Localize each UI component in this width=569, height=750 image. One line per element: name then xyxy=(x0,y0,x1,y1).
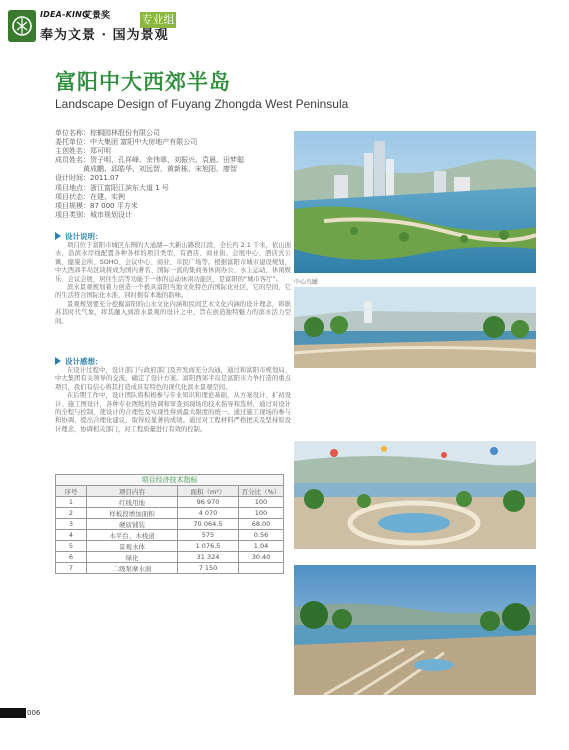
table-header-row xyxy=(56,486,284,497)
cell: 7 xyxy=(56,563,87,574)
cell: 31 324 xyxy=(178,552,239,563)
info-line: 成员姓名：贺子明、孔祥峰、余伟翠、刘振兴、袁晨、田梦聪 xyxy=(55,156,244,165)
cell: 1 xyxy=(56,497,87,508)
cell: 7 150 xyxy=(178,563,239,574)
cell: 4 070 xyxy=(178,508,239,519)
design-description-text xyxy=(55,242,291,326)
cell: 5 xyxy=(56,541,87,552)
cell: 硬质铺装 xyxy=(87,519,178,530)
paragraph: 景观规划要充分挖掘富阳的山水文化内涵和民间艺术文化内涵的设计理念，将耿苏其时代气象，将其融入到滨水景观的设计之中，旨在创造独特魅力的滨水活力空间。 xyxy=(55,300,291,325)
design-thoughts-text xyxy=(55,367,291,434)
table-row xyxy=(56,541,284,552)
paragraph: 在设计过程中，设计部门与政府部门及开发商充分沟通，通过和富阳市规划局、中大集团有关领导的交流，确定了设计方案。富阳西郊半岛是富阳市力争打造的重点项目，我们有信心将其打造成具有特色的现代化滨水景观空间。 xyxy=(55,367,291,391)
brand-chinese: 艾景奖 xyxy=(83,11,111,21)
column-header: 项目内容 xyxy=(87,486,178,497)
idea-king-logo-icon xyxy=(8,10,36,42)
info-line: 项目地点：浙江富阳江滨东大道 1 号 xyxy=(55,183,169,192)
table-row xyxy=(56,563,284,574)
table xyxy=(55,485,284,574)
info-line: 项目状态：在建、实例 xyxy=(55,192,125,201)
triangle-bullet-icon xyxy=(55,357,61,365)
page-number-bar xyxy=(0,708,26,718)
project-title-english: Landscape Design of Fuyang Zhongda West Peninsula xyxy=(55,97,349,111)
design-thoughts-heading xyxy=(55,356,103,367)
cell xyxy=(239,563,284,574)
table-row xyxy=(56,519,284,530)
design-description-heading xyxy=(55,231,103,242)
cell: 575 xyxy=(178,530,239,541)
cell: 2 xyxy=(56,508,87,519)
cell: 1 076.5 xyxy=(178,541,239,552)
page-number: 006 xyxy=(27,709,41,717)
project-title-chinese: 富阳中大西郊半岛 xyxy=(55,70,231,94)
cell: 景观水体 xyxy=(87,541,178,552)
cell: 30.40 xyxy=(239,552,284,563)
paragraph: 在后期工作中，设计团队将积极参与专业知识和理论基础，从方案设计、扩初设计、施工图设计，各种专业图纸的协调和审查到现场的技术指导和选材，通过对设计的全程与控制，使设计的合理性及实现性得到最大限度的统一。通过施工现场的参与和协调，提出合理化建议，取得较显著的成绩。通过对工程材料严格把关及坚持原设计理念，协调相关部门，对工程质量进行有效的控制。 xyxy=(55,392,291,433)
section-tag: 专业组 xyxy=(141,13,175,26)
image-caption: 中心鸟瞰 xyxy=(294,279,319,286)
cell: 3 xyxy=(56,519,87,530)
cell: 70 064.5 xyxy=(178,519,239,530)
aerial-view-image xyxy=(294,131,536,273)
heading-text: 设计说明： xyxy=(65,232,103,241)
table-row xyxy=(56,552,284,563)
column-header: 百分比（%） xyxy=(239,486,284,497)
cell: 68.00 xyxy=(239,519,284,530)
cell: 1.04 xyxy=(239,541,284,552)
triangle-bullet-icon xyxy=(55,232,61,240)
circular-plaza-image xyxy=(294,441,536,549)
brand-slogan: 奉为文景 · 国为景观 xyxy=(40,28,169,43)
info-line: 设计时间：2011.07 xyxy=(55,174,119,183)
info-line: 委托单位：中大集团 富阳中大房地产有限公司 xyxy=(55,138,198,147)
project-info xyxy=(55,129,290,220)
cell: 4 xyxy=(56,530,87,541)
info-line: 主创姓名：郑可明 xyxy=(55,147,111,156)
column-header: 面积（m²） xyxy=(178,486,239,497)
paragraph: 滨水景观规划着力创造一个极具富阳当地文化特色的国际化社区，它的空间、它的生活符合国际化水准，同时拥有本地的韵味。 xyxy=(55,284,291,300)
waterfront-plaza-image xyxy=(294,287,536,368)
riverside-steps-image xyxy=(294,565,536,695)
table-row xyxy=(56,530,284,541)
paragraph: 项目位于富阳市城区东侧的大通湖—大新山路段江段，全长约 2.1 千米，依山面水，沿滨水岸线配置各种各样的项目类型，有酒店、商业街、会展中心、酒店式公寓、健康会所、SOHO、会议中心、商业、市民广场等。根据富阳市城市建设规划，中大西郊半岛区块将成为国内著名、国际一流的集商务休闲办公、水上运动、休闲娱乐、会议会展、居住生活等功能于一体的运动休闲功能区，是富阳的“城市客厅”。 xyxy=(55,242,291,283)
info-line: 项目规模：87 000 平方米 xyxy=(55,201,138,210)
info-line: 黄成鹏、邱皓华、刘远智、黄新栋、宋旭阳、廖智 xyxy=(83,165,237,174)
heading-text: 设计感想： xyxy=(65,357,103,366)
table-caption: 项目经济技术指标 xyxy=(55,474,284,485)
technical-indicators-table xyxy=(55,474,284,574)
table-row xyxy=(56,497,284,508)
cell: 木平台、木栈道 xyxy=(87,530,178,541)
cell: 100 xyxy=(239,508,284,519)
info-line: 项目类别：城市规划设计 xyxy=(55,210,132,219)
cell: 二级泵摩水面 xyxy=(87,563,178,574)
cell: 红线用地 xyxy=(87,497,178,508)
column-header: 序号 xyxy=(56,486,87,497)
cell: 6 xyxy=(56,552,87,563)
cell: 绿化 xyxy=(87,552,178,563)
magazine-header xyxy=(8,8,208,48)
cell: 样板段增加面积 xyxy=(87,508,178,519)
cell: 96 970 xyxy=(178,497,239,508)
table-row xyxy=(56,508,284,519)
brand-english: IDEA-KING xyxy=(40,10,89,19)
cell: 100 xyxy=(239,497,284,508)
cell: 0.56 xyxy=(239,530,284,541)
info-line: 单位名称：棕榈园林股份有限公司 xyxy=(55,129,160,137)
